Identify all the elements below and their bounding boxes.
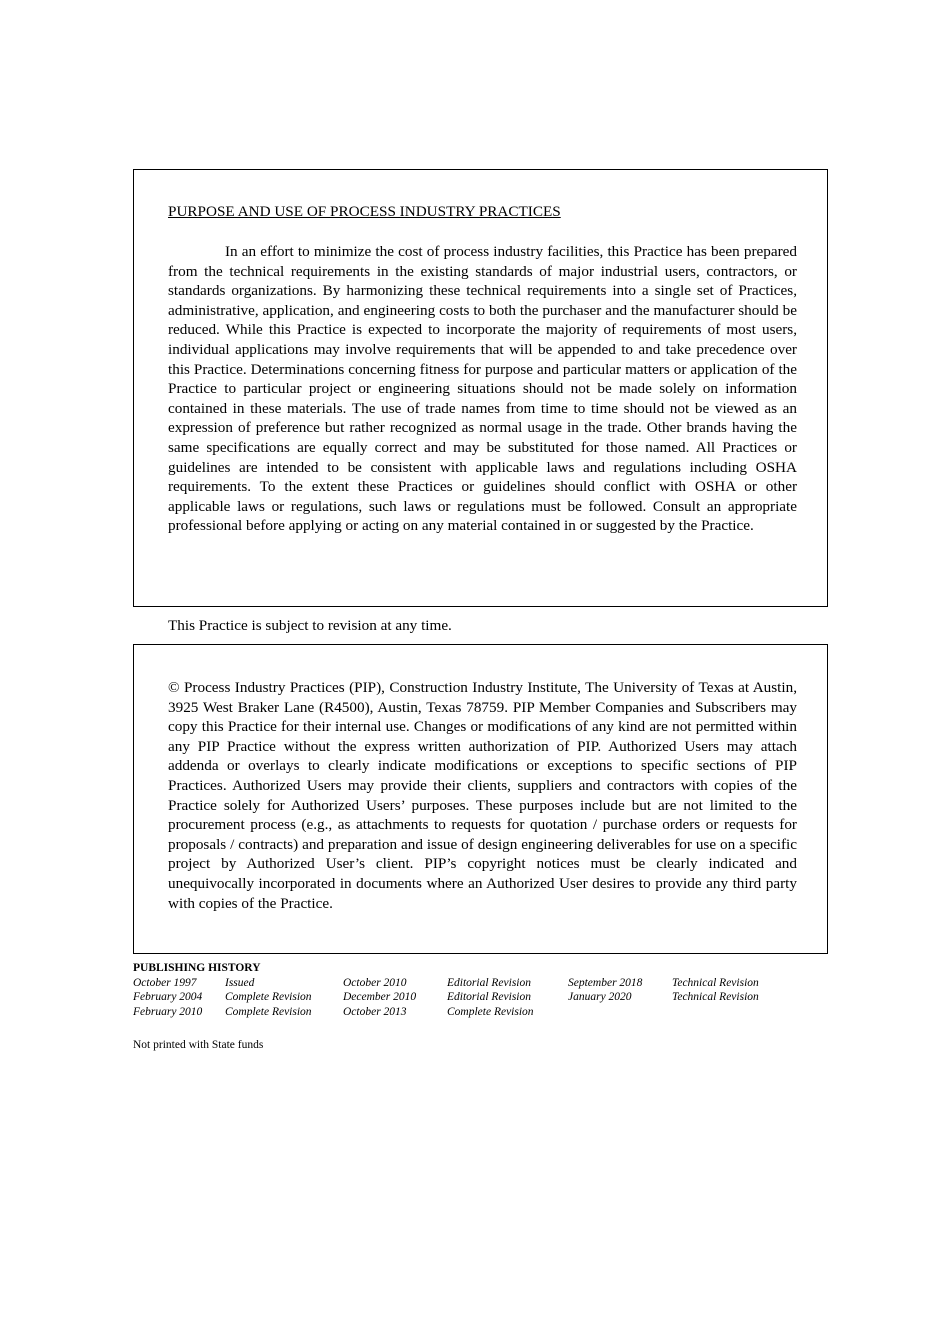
- copyright-paragraph: © Process Industry Practices (PIP), Construction Industry Institute, The University of Texas at Austin, 3925 West Braker Lane (R4500), Austin, Texas 78759. PIP Member Companies and Subscribers may copy this Practice for their internal use. Changes or modifications of any kind are not permitted within any PIP Practice without the express written authorization of PIP. Authorized Users may attach addenda or overlays to clearly indicate modifications or exceptions to specific sections of PIP Practices. Authorized Users may provide their clients, suppliers and contractors with copies of the Practice solely for Authorized Users’ purposes. These purposes include but are not limited to the procurement process (e.g., as attachments to requests for quotation / purchase orders or requests for proposals / contracts) and preparation and issue of design engineering deliverables for use on a specific project by Authorized User’s client. PIP’s copyright notices must be clearly indicated and unequivocally incorporated in documents where an Authorized User desires to provide any third party with copies of the Practice.: [168, 679, 797, 912]
- history-date: October 2010: [343, 977, 407, 989]
- history-date: October 1997: [133, 977, 197, 989]
- history-action: Issued: [225, 977, 255, 989]
- history-action: Technical Revision: [672, 991, 759, 1003]
- history-action: Complete Revision: [447, 1006, 534, 1018]
- publishing-history-heading: PUBLISHING HISTORY: [133, 962, 261, 974]
- purpose-paragraph: In an effort to minimize the cost of process industry facilities, this Practice has been prepared from the technical requirements in the existing standards of major industrial users, contractors, or standards organizations. By harmonizing these technical requirements into a single set of Practices, administrative, application, and engineering costs to both the purchaser and the manufacturer should be reduced. While this Practice is expected to incorporate the majority of requirements of most users, individual applications may involve requirements that will be appended to and take precedence over this Practice. Determinations concerning fitness for purpose and particular matters or application of the Practice to particular project or engineering situations should not be made solely on information contained in these materials. The use of trade names from time to time should not be viewed as an expression of preference but rather recognized as normal usage in the trade. Other brands having the same specifications are equally correct and may be substituted for those named. All Practices or guidelines are intended to be consistent with applicable laws and regulations including OSHA requirements. To the extent these Practices or guidelines should conflict with OSHA or other applicable laws or regulations, such laws or regulations must be followed. Consult an appropriate professional before applying or acting on any material contained in or suggested by the Practice.: [168, 243, 797, 535]
- history-date: February 2010: [133, 1006, 203, 1018]
- purpose-title: PURPOSE AND USE OF PROCESS INDUSTRY PRACTICES: [168, 203, 561, 220]
- history-date: October 2013: [343, 1006, 407, 1018]
- state-funds-note: Not printed with State funds: [133, 1039, 264, 1051]
- history-action: Complete Revision: [225, 1006, 312, 1018]
- copyright-box: [133, 644, 828, 954]
- purpose-box: [133, 169, 828, 607]
- history-action: Technical Revision: [672, 977, 759, 989]
- history-date: December 2010: [343, 991, 417, 1003]
- history-action: Complete Revision: [225, 991, 312, 1003]
- history-date: September 2018: [568, 977, 643, 989]
- history-date: February 2004: [133, 991, 203, 1003]
- revision-note: This Practice is subject to revision at any time.: [168, 617, 452, 634]
- history-date: January 2020: [568, 991, 632, 1003]
- history-action: Editorial Revision: [447, 991, 532, 1003]
- history-action: Editorial Revision: [447, 977, 532, 989]
